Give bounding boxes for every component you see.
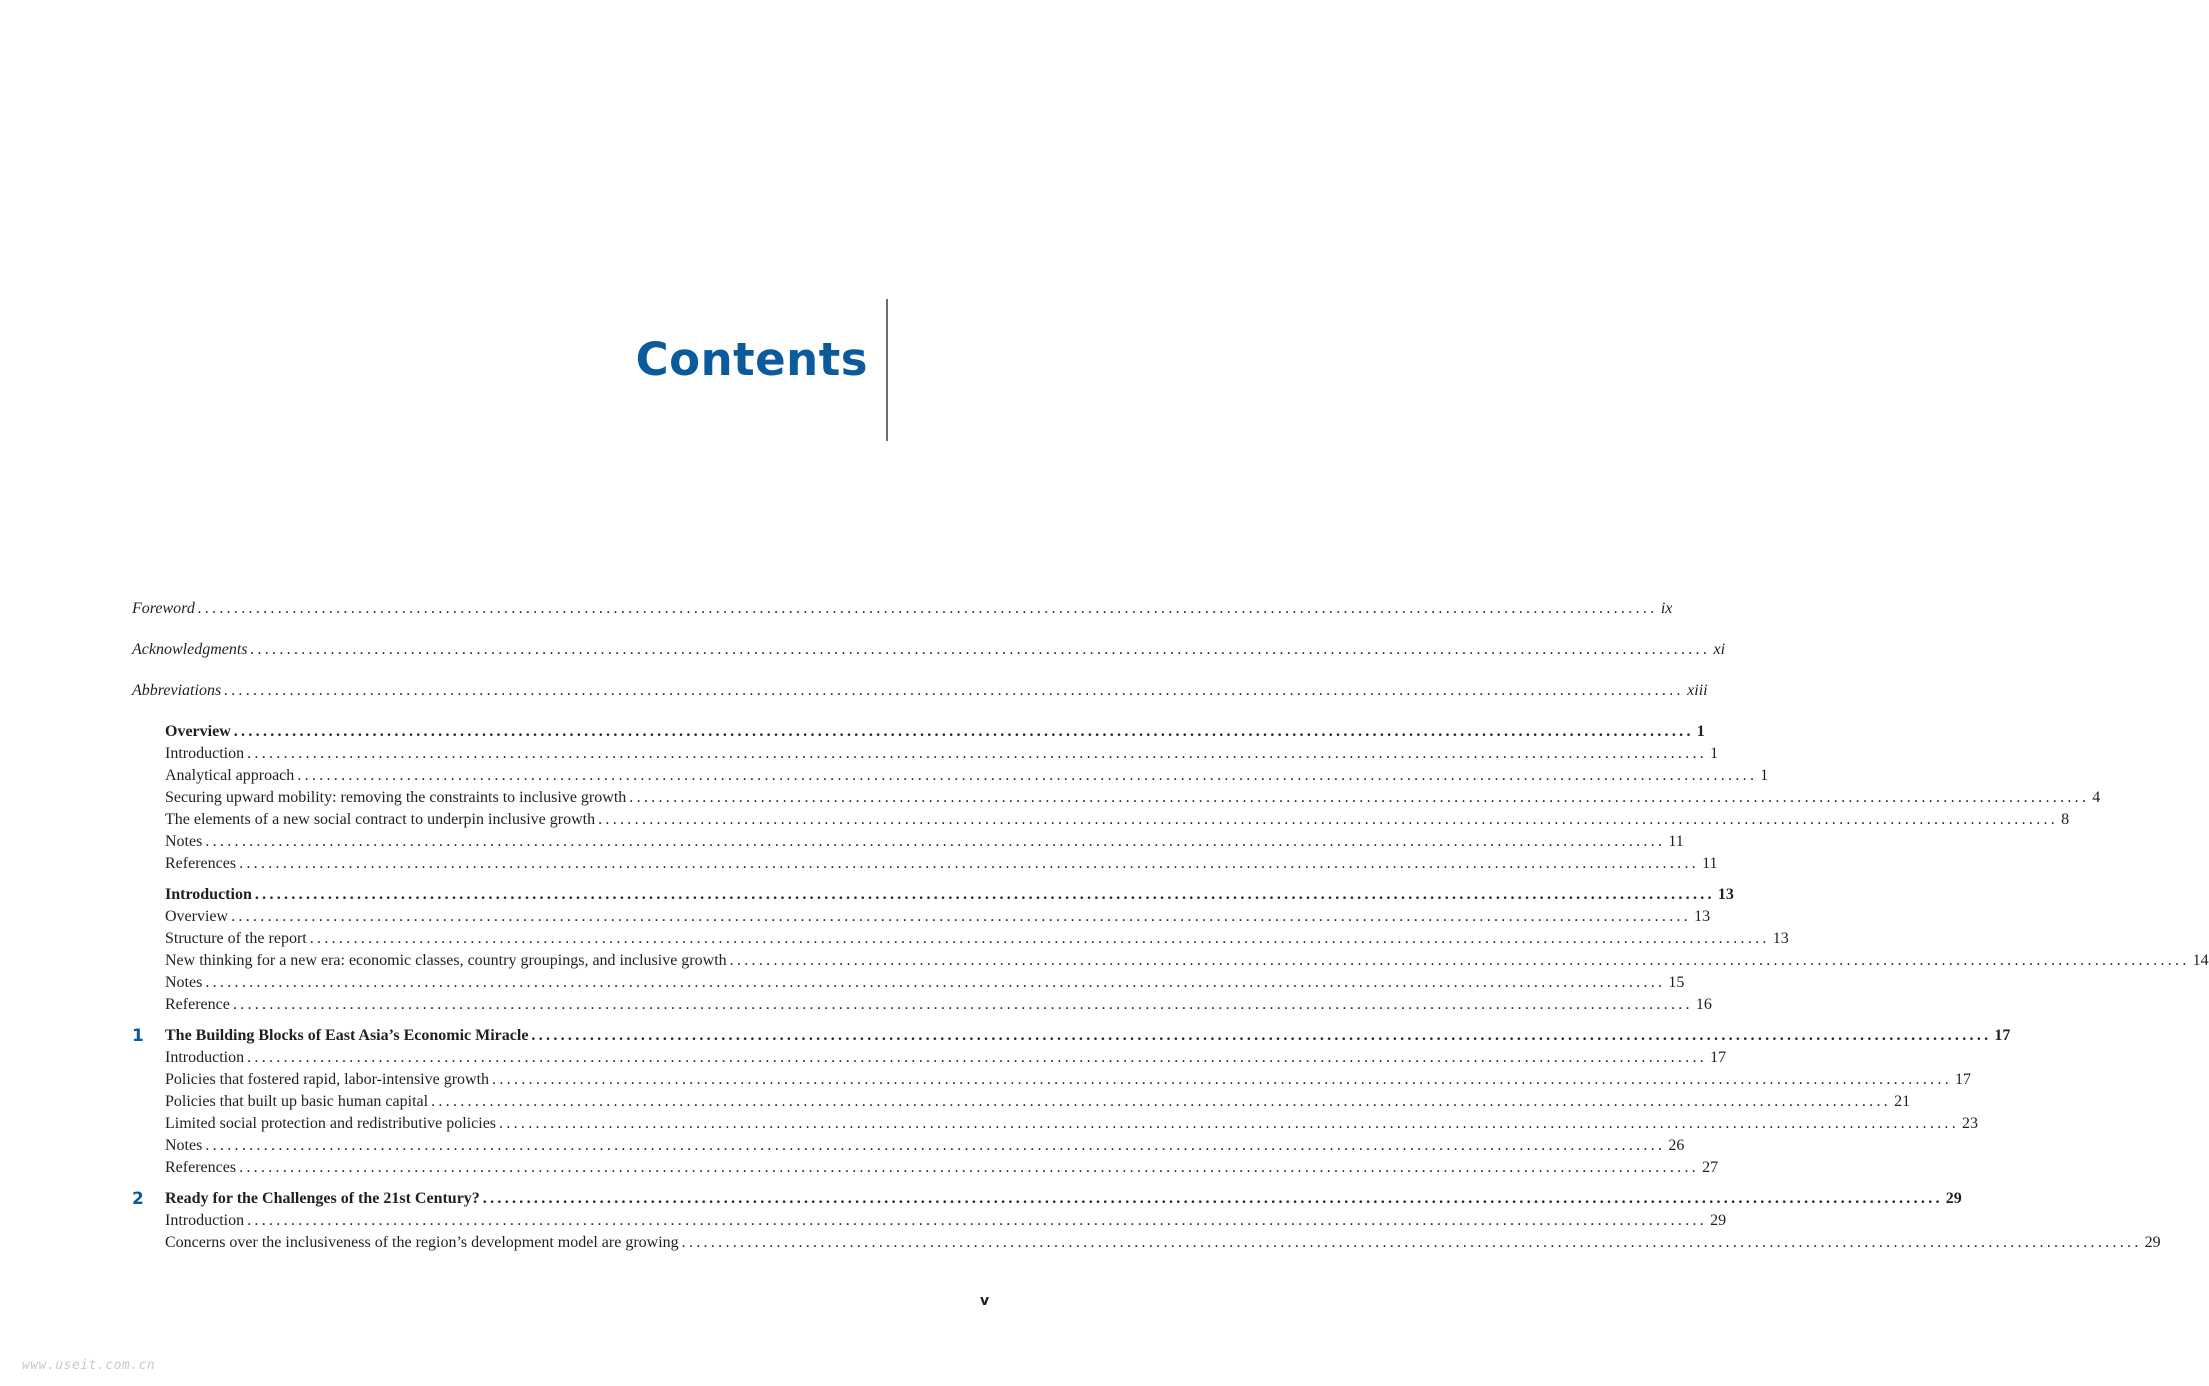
leader-dots: ........................................................................................................................................................................................................	[499, 1115, 1960, 1132]
entry-label: Notes	[165, 1137, 203, 1154]
entry-label: Securing upward mobility: removing the constraints to inclusive growth	[165, 789, 627, 806]
toc-entry[interactable]	[165, 1091, 1911, 1113]
table-of-contents	[132, 598, 2209, 1254]
toc-entry[interactable]	[165, 1069, 1972, 1091]
leader-dots: ........................................................................................................................................................................................................	[681, 1234, 2142, 1251]
entry-page: 13	[1694, 908, 1711, 925]
toc-entry[interactable]	[165, 809, 2070, 831]
entry-page: xi	[1713, 641, 1726, 658]
entry-page: 14	[2192, 952, 2209, 969]
toc-entry[interactable]	[165, 1210, 1727, 1232]
toc-section-overview	[132, 721, 2101, 875]
page-title: Contents	[635, 333, 868, 387]
chapter-number: 2	[132, 1189, 144, 1209]
entry-label: Structure of the report	[165, 930, 307, 947]
toc-entry[interactable]	[165, 743, 1719, 765]
entry-label: Reference	[165, 996, 230, 1013]
entry-label: The Building Blocks of East Asia’s Economic Miracle	[165, 1027, 529, 1044]
entry-label: The elements of a new social contract to underpin inclusive growth	[165, 811, 596, 828]
entry-page: 21	[1894, 1093, 1911, 1110]
toc-entry-abbreviations[interactable]	[132, 680, 1708, 702]
leader-dots: ........................................................................................................................................................................................................	[197, 600, 1658, 617]
toc-entry-foreword[interactable]	[132, 598, 1673, 620]
leader-dots: ........................................................................................................................................................................................................	[309, 930, 1770, 947]
entry-label: Notes	[165, 833, 203, 850]
entry-label: Overview	[165, 723, 231, 740]
entry-page: 17	[1710, 1049, 1727, 1066]
entry-label: Policies that built up basic human capital	[165, 1093, 429, 1110]
entry-label: Abbreviations	[132, 682, 222, 699]
toc-entry[interactable]	[165, 831, 1684, 853]
toc-entry[interactable]	[165, 972, 1685, 994]
toc-entry[interactable]	[165, 928, 1789, 950]
entry-page: 13	[1772, 930, 1789, 947]
entry-page: 4	[2092, 789, 2101, 806]
entry-label: Concerns over the inclusiveness of the region’s development model are growing	[165, 1234, 679, 1251]
toc-entry[interactable]	[165, 950, 2209, 972]
toc-section-heading[interactable]	[165, 884, 1734, 906]
watermark: www.useit.com.cn	[22, 1358, 156, 1373]
toc-entry[interactable]	[165, 1135, 1685, 1157]
entry-label: Foreword	[132, 600, 195, 617]
entry-label: Introduction	[165, 1212, 245, 1229]
entry-label: Acknowledgments	[132, 641, 248, 658]
entry-label: Overview	[165, 908, 229, 925]
entry-page: 17	[1994, 1027, 2011, 1044]
entry-page: 23	[1962, 1115, 1979, 1132]
leader-dots: ........................................................................................................................................................................................................	[250, 641, 1711, 658]
leader-dots: ........................................................................................................................................................................................................	[205, 833, 1666, 850]
entry-page: 11	[1668, 833, 1684, 850]
entry-label: New thinking for a new era: economic classes, country groupings, and inclusive growth	[165, 952, 727, 969]
entry-label: Introduction	[165, 886, 252, 903]
toc-chapter-heading[interactable]	[165, 1025, 2011, 1047]
entry-label: Notes	[165, 974, 203, 991]
toc-chapter-2	[132, 1188, 2161, 1254]
toc-chapter-1	[132, 1025, 2011, 1179]
page-number: v	[980, 1293, 990, 1309]
entry-page: 17	[1955, 1071, 1972, 1088]
leader-dots: ........................................................................................................................................................................................................	[531, 1027, 1992, 1044]
entry-page: 1	[1696, 723, 1705, 740]
entry-page: 1	[1760, 767, 1769, 784]
toc-entry[interactable]	[165, 853, 1718, 875]
entry-label: Limited social protection and redistributive policies	[165, 1115, 497, 1132]
leader-dots: ........................................................................................................................................................................................................	[254, 886, 1715, 903]
toc-entry[interactable]	[165, 1113, 1979, 1135]
entry-page: 11	[1702, 855, 1718, 872]
entry-page: 13	[1717, 886, 1734, 903]
entry-label: Introduction	[165, 745, 245, 762]
entry-label: Ready for the Challenges of the 21st Century?	[165, 1190, 480, 1207]
leader-dots: ........................................................................................................................................................................................................	[431, 1093, 1892, 1110]
entry-label: References	[165, 1159, 237, 1176]
leader-dots: ........................................................................................................................................................................................................	[205, 974, 1666, 991]
leader-dots: ........................................................................................................................................................................................................	[729, 952, 2190, 969]
entry-page: 8	[2061, 811, 2070, 828]
toc-section-heading[interactable]	[165, 721, 1705, 743]
entry-page: ix	[1660, 600, 1673, 617]
toc-section-introduction	[132, 884, 2209, 1016]
toc-entry-acknowledgments[interactable]	[132, 639, 1726, 661]
entry-page: 27	[1702, 1159, 1719, 1176]
leader-dots: ........................................................................................................................................................................................................	[247, 1212, 1708, 1229]
entry-page: 29	[2144, 1234, 2161, 1251]
title-rule	[886, 299, 888, 441]
entry-page: xiii	[1687, 682, 1708, 699]
leader-dots: ........................................................................................................................................................................................................	[598, 811, 2059, 828]
leader-dots: ........................................................................................................................................................................................................	[231, 908, 1692, 925]
leader-dots: ........................................................................................................................................................................................................	[239, 855, 1700, 872]
entry-page: 29	[1945, 1190, 1962, 1207]
toc-entry[interactable]	[165, 1232, 2161, 1254]
entry-page: 29	[1710, 1212, 1727, 1229]
entry-label: Introduction	[165, 1049, 245, 1066]
entry-label: References	[165, 855, 237, 872]
front-matter	[132, 598, 1726, 702]
leader-dots: ........................................................................................................................................................................................................	[629, 789, 2090, 806]
leader-dots: ........................................................................................................................................................................................................	[233, 723, 1694, 740]
entry-label: Policies that fostered rapid, labor-intensive growth	[165, 1071, 490, 1088]
toc-entry[interactable]	[165, 994, 1712, 1016]
entry-page: 15	[1668, 974, 1685, 991]
leader-dots: ........................................................................................................................................................................................................	[482, 1190, 1943, 1207]
leader-dots: ........................................................................................................................................................................................................	[205, 1137, 1666, 1154]
toc-entry[interactable]	[165, 906, 1711, 928]
leader-dots: ........................................................................................................................................................................................................	[224, 682, 1685, 699]
chapter-number: 1	[132, 1026, 144, 1046]
toc-entry[interactable]	[165, 1157, 1719, 1179]
leader-dots: ........................................................................................................................................................................................................	[247, 745, 1708, 762]
toc-chapter-heading[interactable]	[165, 1188, 1962, 1210]
leader-dots: ........................................................................................................................................................................................................	[232, 996, 1693, 1013]
toc-entry[interactable]	[165, 787, 2101, 809]
leader-dots: ........................................................................................................................................................................................................	[492, 1071, 1953, 1088]
toc-entry[interactable]	[165, 1047, 1727, 1069]
entry-page: 16	[1695, 996, 1712, 1013]
toc-entry[interactable]	[165, 765, 1769, 787]
entry-page: 26	[1668, 1137, 1685, 1154]
leader-dots: ........................................................................................................................................................................................................	[247, 1049, 1708, 1066]
entry-page: 1	[1710, 745, 1719, 762]
leader-dots: ........................................................................................................................................................................................................	[239, 1159, 1700, 1176]
leader-dots: ........................................................................................................................................................................................................	[297, 767, 1758, 784]
entry-label: Analytical approach	[165, 767, 295, 784]
